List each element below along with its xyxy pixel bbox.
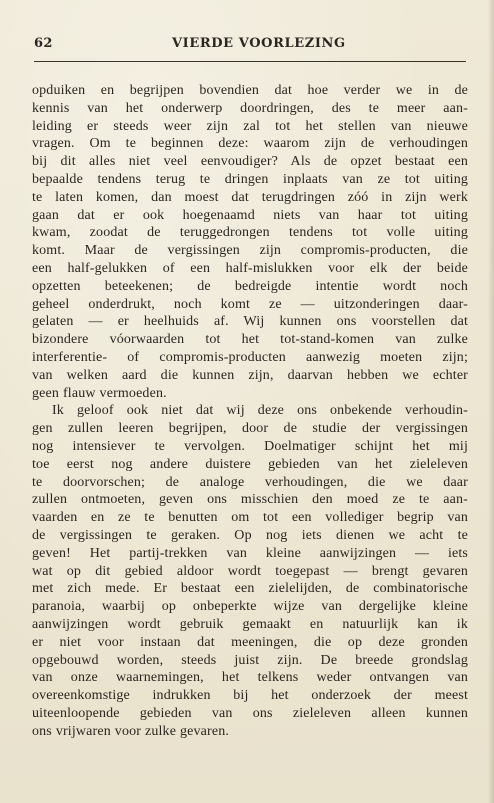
- text-line: leiding er steeds weer zijn zal tot het stellen van nieuwe: [32, 118, 468, 134]
- text-line: geheel onderdrukt, noch komt ze — uitzonderingen daar-: [32, 296, 468, 312]
- page-header: [34, 36, 468, 56]
- text-line: vaarden en ze te benutten om tot een vollediger begrip van: [32, 510, 468, 526]
- text-line: kennis van het onderwerp doordringen, des te meer aan-: [32, 100, 468, 116]
- text-line: wat op dit gebied aldoor wordt toegepast — brengt gevaren: [32, 563, 468, 579]
- text-line: Ik geloof ook niet dat wij deze ons onbekende verhoudin-: [52, 403, 468, 419]
- text-line: zullen ontmoeten, geven ons misschien den moed ze te aan-: [32, 492, 468, 508]
- text-line: toe eerst nog andere duistere gebieden van het zieleleven: [32, 456, 468, 472]
- page-edge-shadow: [488, 0, 494, 803]
- paragraph-2: [32, 402, 468, 740]
- text-line: opzetten beteekenen; de bedreigde intentie wordt noch: [32, 278, 468, 294]
- text-line: paranoia, waarbij op onbeperkte wijze van dergelijke kleine: [32, 599, 468, 615]
- text-line: interferentie- of compromis-producten aanwezig moeten zijn;: [32, 349, 468, 365]
- text-line: gelaten — er heelhuids af. Wij kunnen ons voorstellen dat: [32, 314, 468, 330]
- text-line: vragen. Om te beginnen deze: waarom zijn de verhoudingen: [32, 136, 468, 152]
- text-line: uiteenloopende gebieden van ons zieleleven alleen kunnen: [32, 705, 468, 721]
- text-line: opduiken en begrijpen bovendien dat hoe verder we in de: [32, 83, 468, 98]
- text-line: kwam, zoodat de teruggedrongen tendens tot volle uiting: [32, 225, 468, 241]
- text-line: te doorvorschen; de analoge verhoudingen, die we daar: [32, 474, 468, 490]
- text-line: geen flauw vermoeden.: [32, 385, 167, 401]
- text-line: de vergissingen te geraken. Op nog iets dienen we acht te: [32, 527, 468, 543]
- text-line: aanwijzingen wordt gebruik gemaakt en natuurlijk kan ik: [32, 616, 468, 632]
- text-line: gen zullen leeren begrijpen, door de studie der vergissingen: [32, 421, 468, 437]
- text-line: met zich mede. Er bestaat een zielelijden, de combinatorische: [32, 581, 468, 597]
- text-line: komt. Maar de vergissingen zijn compromis-producten, die: [32, 243, 468, 259]
- page-number: 62: [34, 36, 53, 51]
- running-head: VIERDE VOORLEZING: [172, 36, 346, 51]
- text-line: een half-gelukken of een half-mislukken voor elk der beide: [32, 260, 468, 276]
- text-line: van onze waarnemingen, het telkens weder ontvangen van: [32, 670, 468, 686]
- text-line: opgebouwd worden, steeds juist zijn. De breede grondslag: [32, 652, 468, 668]
- paragraph-1: [32, 82, 468, 402]
- text-line: bij dit alles niet veel eenvoudiger? Als de opzet bestaat een: [32, 154, 468, 170]
- text-line: er niet voor instaan dat meeningen, die op deze gronden: [32, 634, 468, 650]
- text-line: ons vrijwaren voor zulke gevaren.: [32, 723, 230, 739]
- text-line: te laten komen, dan moest dat terugdringen zóó in zijn werk: [32, 189, 468, 205]
- body-text: [32, 82, 468, 740]
- text-line: bepaalde tendens terug te dringen inplaats van ze tot uiting: [32, 171, 468, 187]
- text-line: van welken aard die kunnen zijn, daarvan hebben we echter: [32, 367, 468, 383]
- text-line: gaan dat er ook hoegenaamd niets van haar tot uiting: [32, 207, 468, 223]
- text-line: overeenkomstige indrukken bij het onderzoek der meest: [32, 688, 468, 704]
- header-rule: [34, 61, 466, 62]
- text-line: bizondere vóorwaarden tot het tot-stand-komen van zulke: [32, 332, 468, 348]
- text-line: nog intensiever te vervolgen. Doelmatiger schijnt het mij: [32, 438, 468, 454]
- text-line: geven! Het partij-trekken van kleine aanwijzingen — iets: [32, 545, 468, 561]
